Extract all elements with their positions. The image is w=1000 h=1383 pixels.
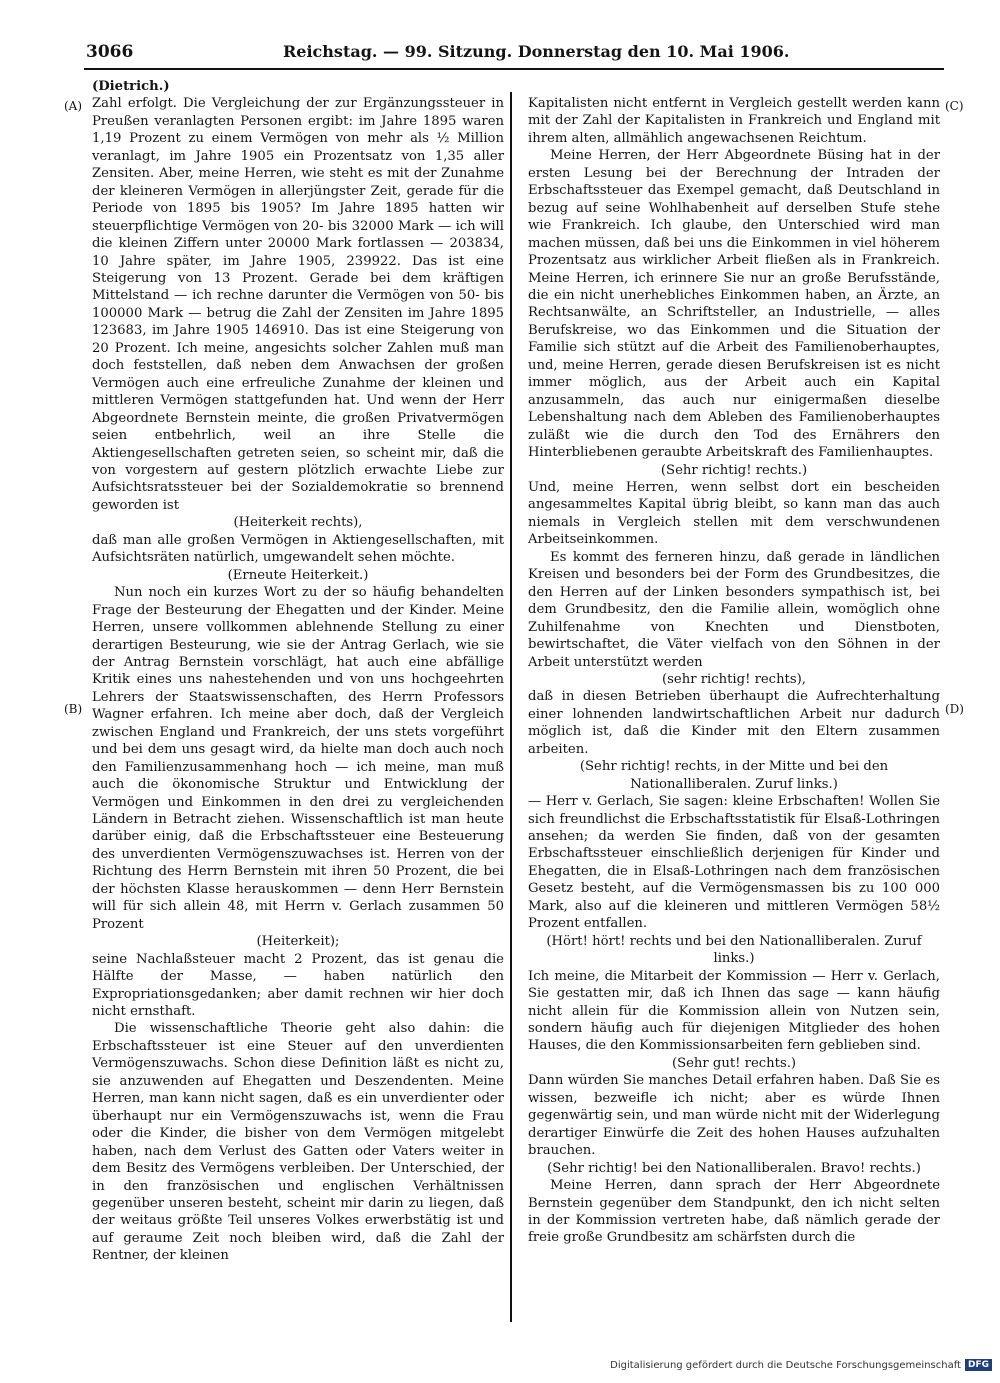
paragraph: daß man alle großen Vermögen in Aktiengesellschaften, mit Aufsichtsräten natürlich, umgewandelt sehen möchte. <box>92 532 504 566</box>
interjection: (Heiterkeit rechts), <box>233 515 363 531</box>
interjection: (Sehr richtig! bei den Nationalliberalen. Bravo! rechts.) <box>547 1160 921 1176</box>
interjection: (Sehr richtig! rechts.) <box>660 462 808 478</box>
interjection: (Sehr gut! rechts.) <box>671 1055 797 1071</box>
paragraph: daß in diesen Betrieben überhaupt die Aufrechterhaltung einer lohnenden landwirtschaftlichen Arbeit nur dadurch möglich ist, daß die Kinder mit den Eltern zusammen arbeiten. <box>528 689 940 757</box>
interjection: (Hört! hört! rechts und bei den Nationalliberalen. Zuruf links.) <box>546 933 922 967</box>
paragraph: Zahl erfolgt. Die Vergleichung der zur Ergänzungssteuer in Preußen veranlagten Personen ergibt: im Jahre 1895 waren 1,19 Prozent zu einem Vermögen von mehr als ½ Million veranlagt, im Jahre 1905 ein Prozentsatz von 1,35 aller Zensiten. Aber, meine Herren, wie steht es mit der Zunahme der kleineren Vermögen in allerjüngster Zeit, gerade für die Periode von 1895 bis 1905? Im Jahre 1895 hatten wir steuerpflichtige Vermögen von 20- bis 32000 Mark — ich will die kleinen Ziffern unter 20000 Mark fortlassen — 203834, 10 Jahre später, im Jahre 1905, 239922. Das ist eine Steigerung von 13 Prozent. Gerade bei dem kräftigen Mittelstand — ich rechne darunter die Vermögen von 50- bis 100000 Mark — betrug die Zahl der Zensiten im Jahre 1895 123683, im Jahre 1905 146910. Das ist eine Steigerung von 20 Prozent. Ich meine, angesichts solcher Zahlen muß man doch feststellen, daß neben dem Anwachsen der großen Vermögen auch eine erfreuliche Zunahme der kleinen und mittleren Vermögen stattgefunden hat. Und wenn der Herr Abgeordnete Bernstein meinte, die großen Privatvermögen seien entbehrlich, weil an ihre Stelle die Aktiengesellschaften getreten seien, so scheint mir, daß die von vorgestern auf gestern plötzlich erwachte Liebe zur Aufsichtsratssteuer bei der Sozialdemokratie so brennend geworden ist <box>92 96 504 513</box>
left-column-body <box>92 95 504 1264</box>
paragraph: Ich meine, die Mitarbeit der Kommission — Herr v. Gerlach, Sie gestatten mir, daß ich Ihnen das sage — kann häufig nicht allein für die Kommission allein von Nutzen sein, sondern häufig auch für diejenigen Mitglieder des hohen Hauses, die den Kommissionsarbeiten fern geblieben sind. <box>528 968 940 1054</box>
interjection: (Heiterkeit); <box>256 934 340 950</box>
interjection: (Sehr richtig! rechts, in der Mitte und bei den Nationalliberalen. Zuruf links.) <box>579 759 889 792</box>
footer <box>610 1359 992 1371</box>
interjection: (Erneute Heiterkeit.) <box>227 567 369 583</box>
paragraph: seine Nachlaßsteuer macht 2 Prozent, das ist genau die Hälfte der Masse, — haben natürlich den Expropriationsgedanken; aber damit rechnen wir hier doch nicht ernsthaft. <box>92 951 504 1020</box>
paragraph: Und, meine Herren, wenn selbst dort ein bescheiden angesammeltes Kapital übrig bleibt, so kann man das auch niemals in Vergleich stellen mit dem verschwundenen Arbeitseinkommen. <box>528 479 940 548</box>
margin-marker-a: (A) <box>64 99 83 113</box>
right-column-body <box>528 95 940 1247</box>
paragraph: Es kommt des ferneren hinzu, daß gerade in ländlichen Kreisen und besonders bei der Form des Grundbesitzes, die den Herren auf der Linken besonders sympathisch ist, bei dem Grundbesitz, den die Familie allein, womöglich ohne Zuhilfenahme von Knechten und Dienstboten, bewirtschaftet, die Väter vielfach von den Söhnen in der Arbeit unterstützt werden <box>528 549 940 670</box>
header-rule <box>84 68 944 70</box>
margin-marker-c: (C) <box>945 99 964 113</box>
paragraph: Meine Herren, dann sprach der Herr Abgeordnete Bernstein gegenüber dem Standpunkt, den ich nicht selten in der Kommission vertreten habe, daß nämlich gerade der freie große Grundbesitz am schärfsten durch die <box>528 1178 940 1246</box>
dfg-logo: DFG <box>965 1359 992 1371</box>
paragraph: — Herr v. Gerlach, Sie sagen: kleine Erbschaften! Wollen Sie sich freundlichst die Erbschaftsstatistik für Elsaß-Lothringen ansehen; da werden Sie finden, daß von der gesamten Erbschaftssteuer einschließlich derjenigen für Kinder und Ehegatten, die in Elsaß-Lothringen nach dem französischen Gesetz besteht, auf die Vermögensmassen bis zu 100 000 Mark, also auf die kleineren und mittleren Vermögen 58½ Prozent entfallen. <box>528 794 940 932</box>
paragraph: Dann würden Sie manches Detail erfahren haben. Daß Sie es wissen, bezweifle ich nicht; aber es würde Ihnen gegenwärtig sein, und man würde nicht mit der Widerlegung derartiger Einwürfe die Zeit des hohen Hauses aufzuhalten brauchen. <box>528 1073 940 1159</box>
page-number: 3066 <box>86 42 134 62</box>
right-column <box>528 95 940 1247</box>
paragraph: Kapitalisten nicht entfernt in Vergleich gestellt werden kann mit der Zahl der Kapitalisten in Frankreich und England mit ihrem alten, allmählich angewachsenen Reichtum. <box>528 96 940 146</box>
running-header: Reichstag. — 99. Sitzung. Donnerstag den 10. Mai 1906. <box>283 42 790 61</box>
column-divider <box>510 92 512 1322</box>
paragraph: Meine Herren, der Herr Abgeordnete Büsing hat in der ersten Lesung bei der Berechnung der Intraden der Erbschaftssteuer das Exempel gemacht, daß Deutschland in bezug auf seine Wohlhabenheit auf derselben Stufe stehe wie Frankreich. Ich glaube, den Unterschied wird man machen müssen, daß bei uns die Einkommen in viel höherem Prozentsatz aus wirklicher Arbeit fließen als in Frankreich. Meine Herren, ich erinnere Sie nur an große Berufsstände, die ein nicht unerhebliches Einkommen haben, an Ärzte, an Rechtsanwälte, an Schriftsteller, an Industrielle, — alles Berufskreise, wo das Einkommen und die Situation der Familie sich stützt auf die Arbeit des Familienoberhauptes, und, meine Herren, gerade diesen Berufskreisen ist es nicht immer möglich, aus der Arbeit auch ein Kapital anzusammeln, das auch nur einigermaßen dieselbe Lebenshaltung nach dem Ableben des Familienoberhauptes zuläßt wie die durch den Tod des Ernährers den Hinterbliebenen geraubte Arbeitskraft des Familienhauptes. <box>528 148 940 461</box>
margin-marker-d: (D) <box>945 702 964 716</box>
speaker-label: (Dietrich.) <box>92 79 170 94</box>
interjection: (sehr richtig! rechts), <box>662 671 806 687</box>
paragraph: Nun noch ein kurzes Wort zu der so häufig behandelten Frage der Besteurung der Ehegatten und der Kinder. Meine Herren, unsere vollkommen ablehnende Stellung zu einer derartigen Besteurung, wie sie der Antrag Gerlach, wie sie der Antrag Bernstein vorschlägt, hat auch eine abfällige Kritik eines uns nahestehenden und von uns hochgeehrten Lehrers der Staatswissenschaften, des Herrn Professors Wagner erfahren. Ich meine aber doch, daß der Vergleich zwischen England und Frankreich, der uns stets vorgeführt und bei dem uns gesagt wird, da hielte man doch auch noch den Familienzusammenhang hoch — ich meine, man muß auch die ökonomische Struktur und Entwicklung der Vermögen und Einkommen in den drei zu vergleichenden Ländern in Betracht ziehen. Wissenschaftlich ist man heute darüber einig, daß die Erbschaftssteuer eine Besteuerung des unverdienten Vermögenszuwachses ist. Herren von der Richtung des Herrn Bernstein mit ihren 50 Prozent, die bei der höchsten Klasse herauskommen — denn Herr Bernstein will für sich allein 48, mit Herrn v. Gerlach zusammen 50 Prozent <box>92 585 504 932</box>
footer-credit: Digitalisierung gefördert durch die Deutsche Forschungsgemeinschaft <box>610 1359 961 1371</box>
left-column <box>92 78 504 1265</box>
margin-marker-b: (B) <box>64 702 83 716</box>
paragraph: Die wissenschaftliche Theorie geht also dahin: die Erbschaftssteuer ist eine Steuer auf den unverdienten Vermögenszuwachs. Schon diese Definition läßt es nicht zu, sie anzuwenden auf Ehegatten und Deszendenten. Meine Herren, man kann nicht sagen, daß es ein unverdienter oder überhaupt nur ein Vermögenszuwachs ist, wenn die Frau oder die Kinder, die bisher von dem Vermögen mitgelebt haben, nach dem Verlust des Gatten oder Vaters weiter in dem Besitz des Vermögens verbleiben. Der Unterschied, der in den französischen und englischen Verhältnissen gegenüber unseren besteht, scheint mir darin zu liegen, daß der weitaus größte Teil unseres Volkes erwerbstätig ist und auf geraume Zeit noch bleiben wird, daß die Zahl der Rentner, der kleinen <box>92 1021 504 1264</box>
